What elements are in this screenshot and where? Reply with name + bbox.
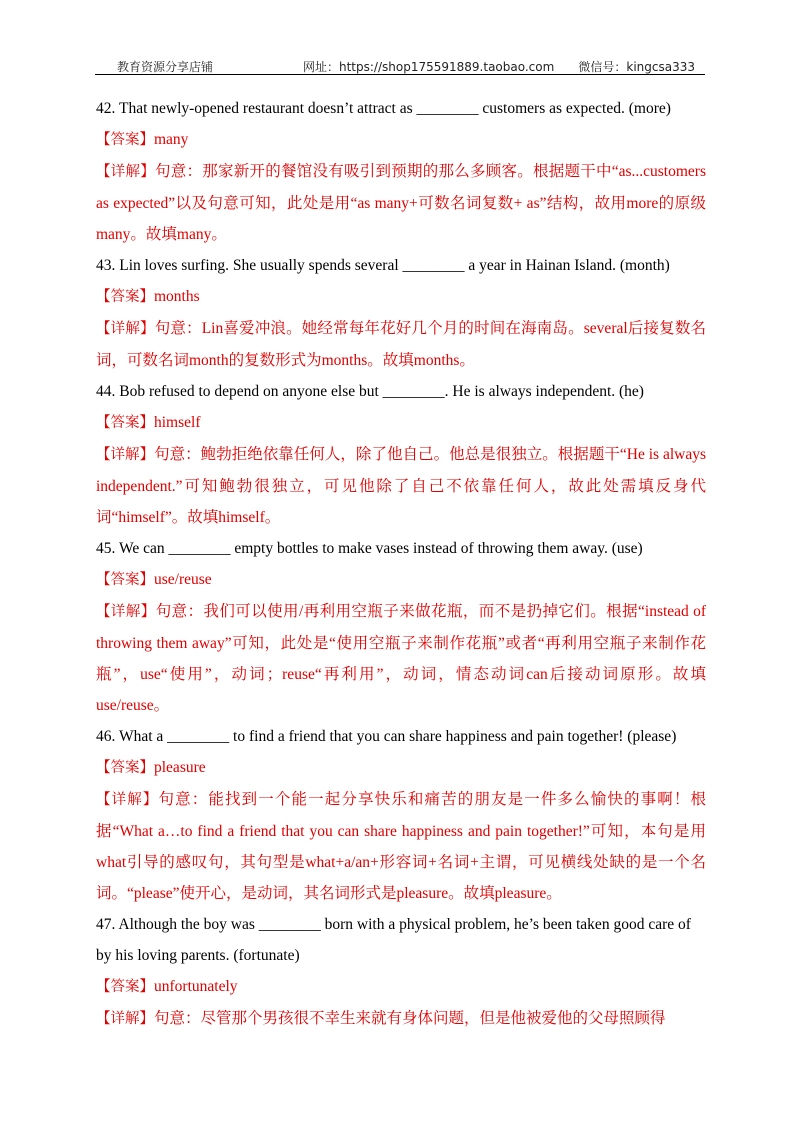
explain-tag: 【详解】 bbox=[96, 164, 155, 180]
answer-tag: 【答案】 bbox=[96, 289, 154, 305]
explain-tag: 【详解】 bbox=[96, 1011, 154, 1027]
explanation bbox=[96, 439, 706, 533]
question-item bbox=[96, 721, 706, 909]
page-header bbox=[95, 56, 705, 74]
explain-tag: 【详解】 bbox=[96, 604, 156, 620]
answer-line bbox=[96, 281, 706, 313]
explanation bbox=[96, 784, 706, 909]
question-item bbox=[96, 93, 706, 250]
question-item bbox=[96, 376, 706, 533]
answer-text: many bbox=[154, 131, 189, 148]
answer-line bbox=[96, 124, 706, 156]
answer-line bbox=[96, 407, 706, 439]
answer-tag: 【答案】 bbox=[96, 415, 154, 431]
explanation bbox=[96, 156, 706, 250]
header-website: 网址：https://shop175591889.taobao.com bbox=[303, 60, 555, 74]
question-text: 47. Although the boy was ________ born with a physical problem, he’s been taken good care of by his loving parents. (fortunate) bbox=[96, 916, 691, 964]
explanation-text: 句意：尽管那个男孩很不幸生来就有身体问题，但是他被爱他的父母照顾得 bbox=[154, 1010, 666, 1027]
header-shop-name: 教育资源分享店铺 bbox=[117, 60, 214, 74]
answer-text: months bbox=[154, 288, 200, 305]
question-text: 46. What a ________ to find a friend that you can share happiness and pain together! (please) bbox=[96, 728, 677, 745]
header-rule bbox=[95, 74, 705, 75]
question-list bbox=[96, 93, 706, 1035]
answer-tag: 【答案】 bbox=[96, 572, 154, 588]
question-item bbox=[96, 909, 706, 1035]
explanation-text: 句意：鲍勃拒绝依靠任何人，除了他自己。他总是很独立。根据题干“He is always independent.”可知鲍勃很独立，可见他除了自己不依靠任何人，故此处需填反身代词“himself”。故填himself。 bbox=[96, 446, 706, 526]
answer-text: use/reuse bbox=[154, 571, 212, 588]
question-text: 44. Bob refused to depend on anyone else but ________. He is always independent. (he) bbox=[96, 383, 644, 400]
explanation bbox=[96, 1003, 706, 1035]
question-text: 42. That newly-opened restaurant doesn’t attract as ________ customers as expected. (more) bbox=[96, 100, 671, 117]
explanation bbox=[96, 313, 706, 376]
question-text: 43. Lin loves surfing. She usually spends several ________ a year in Hainan Island. (month) bbox=[96, 257, 670, 274]
explanation bbox=[96, 596, 706, 721]
answer-text: pleasure bbox=[154, 759, 206, 776]
explain-tag: 【详解】 bbox=[96, 792, 159, 808]
explanation-text: 句意：那家新开的餐馆没有吸引到预期的那么多顾客。根据题干中“as...customers as expected”以及句意可知，此处是用“as many+可数名词复数+ as”结构，故用more的原级many。故填many。 bbox=[96, 163, 706, 243]
answer-tag: 【答案】 bbox=[96, 979, 154, 995]
answer-line bbox=[96, 971, 706, 1003]
explanation-text: 句意：我们可以使用/再利用空瓶子来做花瓶，而不是扔掉它们。根据“instead of throwing them away”可知，此处是“使用空瓶子来制作花瓶”或者“再利用空瓶子来制作花瓶”，use“使用”，动词；reuse“再利用”，动词，情态动词can后接动词原形。故填use/reuse。 bbox=[96, 603, 706, 714]
explanation-text: 句意：Lin喜爱冲浪。她经常每年花好几个月的时间在海南岛。several后接复数名词，可数名词month的复数形式为months。故填months。 bbox=[96, 320, 707, 369]
answer-text: unfortunately bbox=[154, 978, 238, 995]
explain-tag: 【详解】 bbox=[96, 447, 155, 463]
answer-tag: 【答案】 bbox=[96, 760, 154, 776]
header-wechat: 微信号：kingcsa333 bbox=[578, 60, 695, 74]
answer-line bbox=[96, 564, 706, 596]
question-item bbox=[96, 533, 706, 721]
answer-tag: 【答案】 bbox=[96, 132, 154, 148]
answer-text: himself bbox=[154, 414, 201, 431]
question-text: 45. We can ________ empty bottles to make vases instead of throwing them away. (use) bbox=[96, 540, 643, 557]
question-item bbox=[96, 250, 706, 376]
explain-tag: 【详解】 bbox=[96, 321, 155, 337]
answer-line bbox=[96, 752, 706, 784]
explanation-text: 句意：能找到一个能一起分享快乐和痛苦的朋友是一件多么愉快的事啊！根据“What a…to find a friend that you can share happiness and pain together!”可知，本句是用what引导的感叹句，其句型是what+a/an+形容词+名词+主谓，可见横线处缺的是一个名词。“please”使开心，是动词，其名词形式是pleasure。故填pleasure。 bbox=[96, 791, 706, 902]
